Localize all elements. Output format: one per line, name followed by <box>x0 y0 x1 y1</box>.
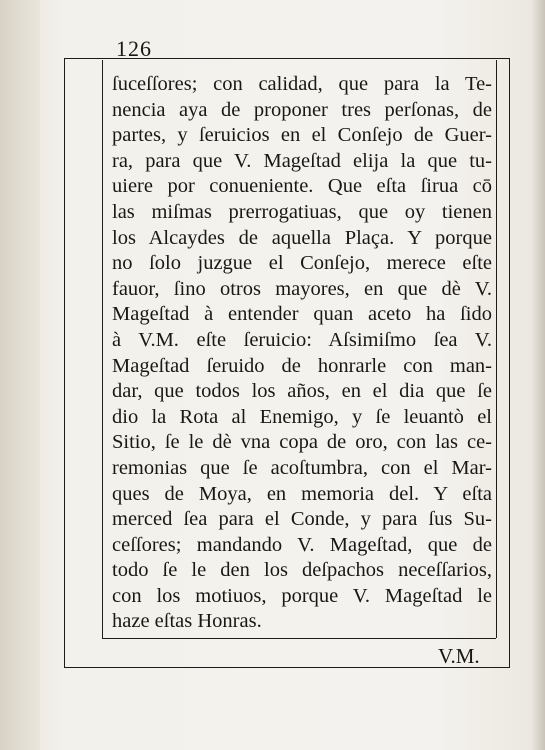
text-line: fauor, ſino otros mayores, en que dè V. <box>112 277 492 300</box>
text-line: dio la Rota al Enemigo, y ſe leuantò el <box>112 405 492 428</box>
text-line: los Alcaydes de aquella Plaça. Y porque <box>112 226 492 249</box>
text-line: ques de Moya, en memoria del. Y eſta <box>112 482 492 505</box>
text-line: haze eſtas Honras. <box>112 610 262 633</box>
text-line: ſuceſſores; con calidad, que para la Te- <box>112 73 492 95</box>
text-line: remonias que ſe acoſtumbra, con el Mar- <box>112 456 492 479</box>
text-line: ceſſores; mandando V. Mageſtad, que de <box>112 533 492 556</box>
text-line: ra, para que V. Mageſtad elija la que tu- <box>112 149 492 172</box>
text-line: partes, y ſeruicios en el Conſejo de Guer- <box>112 124 492 147</box>
text-line: no ſolo juzgue el Conſejo, merece eſte <box>112 252 492 275</box>
text-line: con los motiuos, porque V. Mageſtad le <box>112 584 492 607</box>
text-line: Mageſtad ſeruido de honrarle con man- <box>112 354 492 377</box>
frame-inner-rule-bottom <box>102 638 496 639</box>
catchword: V.M. <box>438 644 480 668</box>
text-line: uiere por conueniente. Que eſta ſirua cō <box>112 175 492 198</box>
frame-inner-rule-left <box>102 60 103 638</box>
text-line: Mageſtad à entender quan aceto ha ſido <box>112 303 492 326</box>
body-text <box>112 72 492 635</box>
page-number: 126 <box>116 36 152 61</box>
text-line: nencia aya de proponer tres perſonas, de <box>112 98 492 121</box>
text-line: dar, que todos los años, en el dia que ſe <box>112 380 492 403</box>
text-line: merced ſea para el Conde, y para ſus Su- <box>112 508 492 531</box>
text-line: Sitio, ſe le dè vna copa de oro, con las ce- <box>112 431 492 454</box>
text-line: todo ſe le den los deſpachos neceſſarios, <box>112 559 492 582</box>
frame-inner-rule-right <box>496 60 497 638</box>
page-gutter <box>0 0 40 750</box>
text-line: las miſmas prerrogatiuas, que oy tienen <box>112 200 492 223</box>
text-line: à V.M. eſte ſeruicio: Aſsimiſmo ſea V. <box>112 328 492 351</box>
page-edge <box>531 0 545 750</box>
